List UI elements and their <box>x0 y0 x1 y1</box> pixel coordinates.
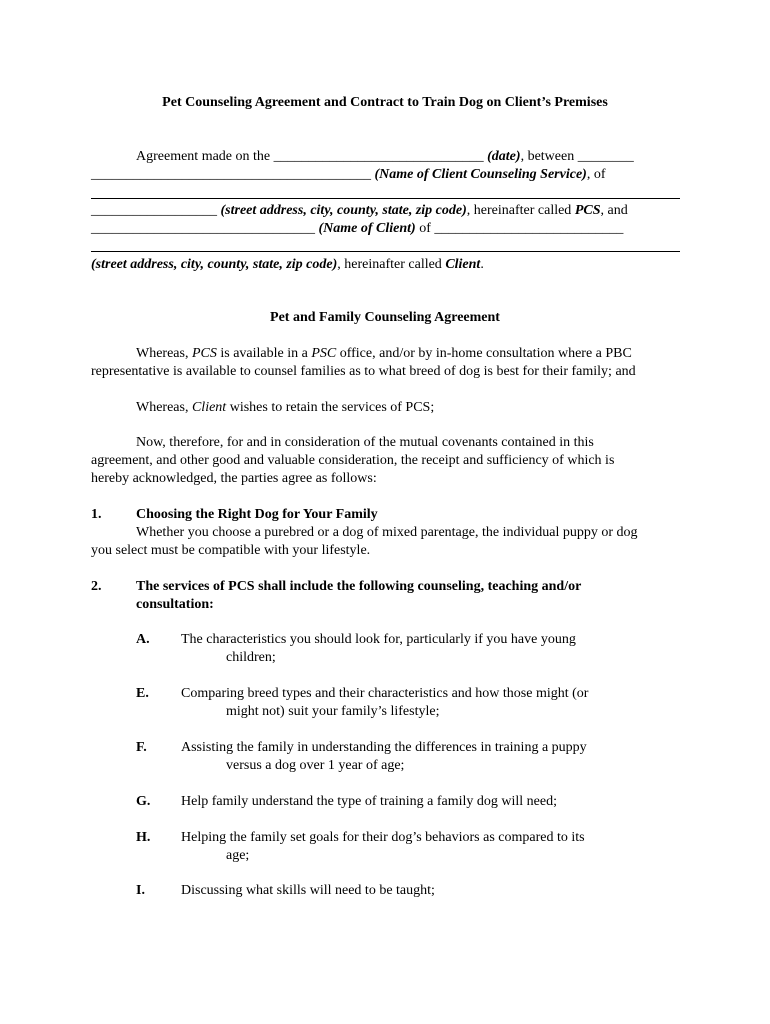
whereas-text: office, and/or by in-home consultation where a PBC <box>336 346 632 361</box>
list-item-line-1: Discussing what skills will need to be taught; <box>181 883 435 898</box>
list-item-letter: I. <box>136 883 145 898</box>
section-1-line-2: you select must be compatible with your lifestyle. <box>91 543 371 558</box>
client-term: Client <box>191 400 227 415</box>
whereas-text: wishes to retain the services of PCS; <box>226 400 435 415</box>
list-item-line-2: children; <box>226 650 276 665</box>
document-title: Pet Counseling Agreement and Contract to Train Dog on Client’s Premises <box>162 95 608 110</box>
whereas-text: Whereas, <box>136 400 192 415</box>
list-item-line-1: Comparing breed types and their characteristics and how those might (or <box>181 686 589 701</box>
client-name-label: (Name of Client) <box>318 221 416 236</box>
list-item-letter: H. <box>136 830 151 845</box>
address-blank-line-1 <box>91 198 680 199</box>
list-item-line-1: Assisting the family in understanding the differences in training a puppy <box>181 740 587 755</box>
section-2-heading-line-2: consultation: <box>136 597 214 612</box>
intro-line-1 <box>136 148 634 166</box>
intro-line-4 <box>91 202 628 220</box>
client-term: Client <box>445 257 481 272</box>
intro-text: , hereinafter called <box>466 203 575 218</box>
address-blank-line-2 <box>91 251 680 252</box>
list-item-line-2: might not) suit your family’s lifestyle; <box>226 704 440 719</box>
intro-text: of ___________________________ <box>415 221 624 236</box>
list-item-letter: F. <box>136 740 147 755</box>
section-1-number: 1. <box>91 507 102 522</box>
intro-text: ________________________________ <box>91 221 319 236</box>
section-2-heading-line-1: The services of PCS shall include the following counseling, teaching and/or <box>136 579 582 594</box>
intro-text: , and <box>600 203 628 218</box>
list-item-letter: G. <box>136 794 151 809</box>
address-label: (street address, city, county, state, zip code) <box>91 257 338 272</box>
whereas-2-line <box>136 399 434 417</box>
intro-text: Agreement made on the ______________________________ <box>136 149 488 164</box>
intro-text: , hereinafter called <box>337 257 446 272</box>
psc-term: PSC <box>311 346 337 361</box>
whereas-text: Whereas, <box>136 346 192 361</box>
intro-line-7 <box>91 256 484 274</box>
date-label: (date) <box>487 149 521 164</box>
intro-text: , between ________ <box>520 149 634 164</box>
now-therefore-line-2: agreement, and other good and valuable consideration, the receipt and sufficiency of which is <box>91 453 615 468</box>
list-item-line-1: The characteristics you should look for, particularly if you have young <box>181 632 576 647</box>
service-name-label: (Name of Client Counseling Service) <box>374 167 587 182</box>
section-1-heading: Choosing the Right Dog for Your Family <box>136 507 378 522</box>
intro-line-2 <box>91 166 606 184</box>
list-item-line-1: Help family understand the type of training a family dog will need; <box>181 794 557 809</box>
intro-line-5 <box>91 220 623 238</box>
intro-text: . <box>480 257 484 272</box>
now-therefore-line-1: Now, therefore, for and in consideration of the mutual covenants contained in this <box>136 435 594 450</box>
whereas-1-line-1 <box>136 345 632 363</box>
section-1-line-1: Whether you choose a purebred or a dog of mixed parentage, the individual puppy or dog <box>136 525 638 540</box>
pcs-term: PCS <box>574 203 601 218</box>
list-item-line-1: Helping the family set goals for their dog’s behaviors as compared to its <box>181 830 585 845</box>
intro-text: __________________ <box>91 203 221 218</box>
pcs-term: PCS <box>191 346 217 361</box>
list-item-letter: A. <box>136 632 150 647</box>
now-therefore-line-3: hereby acknowledged, the parties agree as follows: <box>91 471 377 486</box>
section-2-number: 2. <box>91 579 102 594</box>
intro-text: , of <box>586 167 606 182</box>
section-subtitle: Pet and Family Counseling Agreement <box>270 310 500 325</box>
list-item-line-2: age; <box>226 848 250 863</box>
whereas-1-line-2: representative is available to counsel families as to what breed of dog is best for their family; and <box>91 364 636 379</box>
intro-text: ________________________________________ <box>91 167 375 182</box>
address-label: (street address, city, county, state, zip code) <box>220 203 467 218</box>
list-item-line-2: versus a dog over 1 year of age; <box>226 758 405 773</box>
whereas-text: is available in a <box>216 346 312 361</box>
list-item-letter: E. <box>136 686 149 701</box>
